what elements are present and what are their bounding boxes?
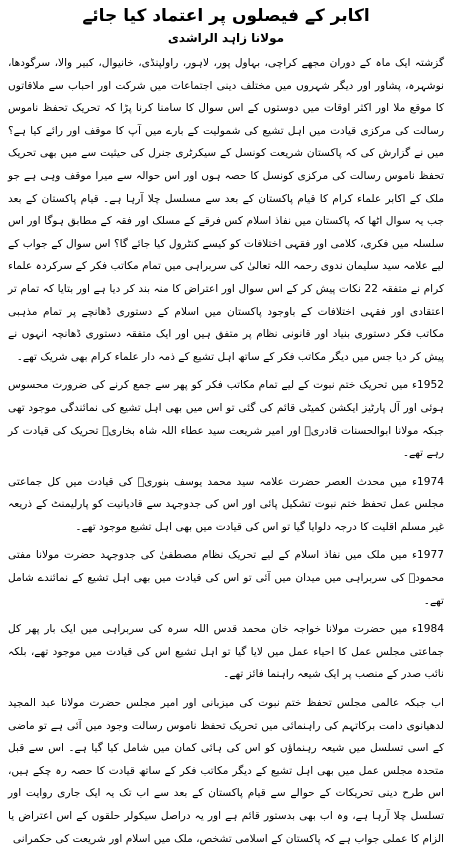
article-paragraph: 1977ء میں ملک میں نفاذ اسلام کے لیے تحریک نظام مصطفیٰ کی جدوجہد حضرت مولانا مفتی محمودؒ کی سربراہی میں میدان میں آئی تو اس کی قیادت میں بھی اہل تشیع کے نمائندے شامل تھے۔ [8, 549, 444, 607]
article-paragraph: گزشتہ ایک ماہ کے دوران مجھے کراچی، بہاول پور، لاہور، راولپنڈی، خانیوال، کبیر والا، سرگودھا، نوشہرہ، پشاور اور دیگر شہروں میں مختلف دینی اجتماعات میں شرکت اور احباب سے ملاقاتوں کا موقع ملا اور اکثر اوقات میں دوستوں کے اس سوال کا سامنا کرنا پڑا کہ تحریک تحفظ ناموس رسالت کی مرکزی قیادت میں اہل تشیع کی شمولیت کے بارے میں آپ کا موقف اور رائے کیا ہے؟ میں نے گزارش کی کہ پاکستان شریعت کونسل کے سیکرٹری جنرل کی حیثیت سے میں بھی تحریک تحفظ ناموس رسالت کی مرکزی کونسل کا حصہ ہوں اور اس حوالہ سے میرا موقف وہی ہے جو ملک کے اکابر علماء کرام کا قیام پاکستان کے بعد سے مسلسل چلا آرہا ہے۔ قیام پاکستان کے بعد جب یہ سوال اٹھا کہ پاکستان میں نفاذ اسلام کس فرقے کے مسلک اور فقہ کے مطابق ہوگا اور اس سلسلہ میں فکری، کلامی اور فقہی اختلافات کو کیسے کنٹرول کیا جائے گا؟ اس سوال کے جواب کے لیے علامہ سید سلیمان ندوی رحمہ اللہ تعالیٰ کی سربراہی میں تمام مکاتب فکر کے سرکردہ علماء کرام نے متفقہ 22 نکات پیش کر کے اس سوال اور اعتراض کا منہ بند کر دیا ہے اور بتایا کہ تمام تر اعتقادی اور فقہی اختلافات کے باوجود پاکستان میں اسلام کے دستوری ڈھانچے پر تمام مذہبی مکاتب فکر دستوری بنیاد اور قانونی نظام پر متفق ہیں اور ایک متفقہ دستوری ڈھانچہ انہوں نے پیش کر دیا جس میں دیگر مکاتب فکر کے ساتھ اہل تشیع کے ذمہ دار علماء کرام بھی شریک تھے۔ [8, 57, 445, 363]
article-paragraph: اب جبکہ عالمی مجلس تحفظ ختم نبوت کی میزبانی اور امیر مجلس حضرت مولانا عبد المجید لدھیانوی دامت برکاتہم کی راہنمائی میں تحریک تحفظ ناموس رسالت وجود میں آئی ہے تو ماضی کے اسی تسلسل میں شیعہ رہنماؤں کو اس کی ہائی کمان میں شامل کیا گیا ہے۔ اس سے قبل متحدہ مجلس عمل میں بھی اہل تشیع کے دیگر مکاتب فکر کے ساتھ قیادت کا حصہ رہ چکے ہیں، اس طرح دینی تحریکات کے حوالے سے قیام پاکستان کے بعد سے اب تک یہ ایک جاری روایت اور تسلسل چلا آرہا ہے، وہ اب بھی بدستور قائم ہے اور یہ دراصل سیکولر حلقوں کے اس اعتراض یا الزام کا عملی جواب ہے کہ پاکستان کے اسلامی تشخص، ملک میں اسلام اور شریعت کی حکمرانی [8, 697, 444, 845]
article-paragraph: 1952ء میں تحریک ختم نبوت کے لیے تمام مکاتب فکر کو پھر سے جمع کرنے کی ضرورت محسوس ہوئی اور آل پارٹیز ایکشن کمیٹی قائم کی گئی تو اس میں بھی اہل تشیع کی نمائندگی موجود تھی جبکہ مولانا ابوالحسنات قادریؒ اور امیر شریعت سید عطاء اللہ شاہ بخاریؒ تحریک کی قیادت کر رہے تھے۔ [8, 379, 444, 460]
article-title: اکابر کے فیصلوں پر اعتماد کیا جائے [82, 6, 370, 26]
article-paragraph: 1984ء میں حضرت مولانا خواجہ خان محمد قدس اللہ سرہ کی سربراہی میں ایک بار پھر کل جماعتی مجلس عمل کا احیاء عمل میں لایا گیا تو اہل تشیع اس کی قیادت میں موجود تھے، بلکہ نائب صدر کے منصب پر ایک شیعہ راہنما فائز تھے۔ [8, 623, 444, 681]
author-byline: مولانا زاہد الراشدی [167, 31, 285, 45]
article-paragraph: 1974ء میں محدث العصر حضرت علامہ سید محمد یوسف بنوریؒ کی قیادت میں کل جماعتی مجلس عمل تحفظ ختم نبوت تشکیل پائی اور اس کی جدوجہد سے قادیانیت کو پارلیمنٹ کے ذریعہ غیر مسلم اقلیت کا درجہ دلوایا گیا تو اس کی قیادت میں بھی اہل تشیع موجود تھے۔ [8, 475, 444, 533]
